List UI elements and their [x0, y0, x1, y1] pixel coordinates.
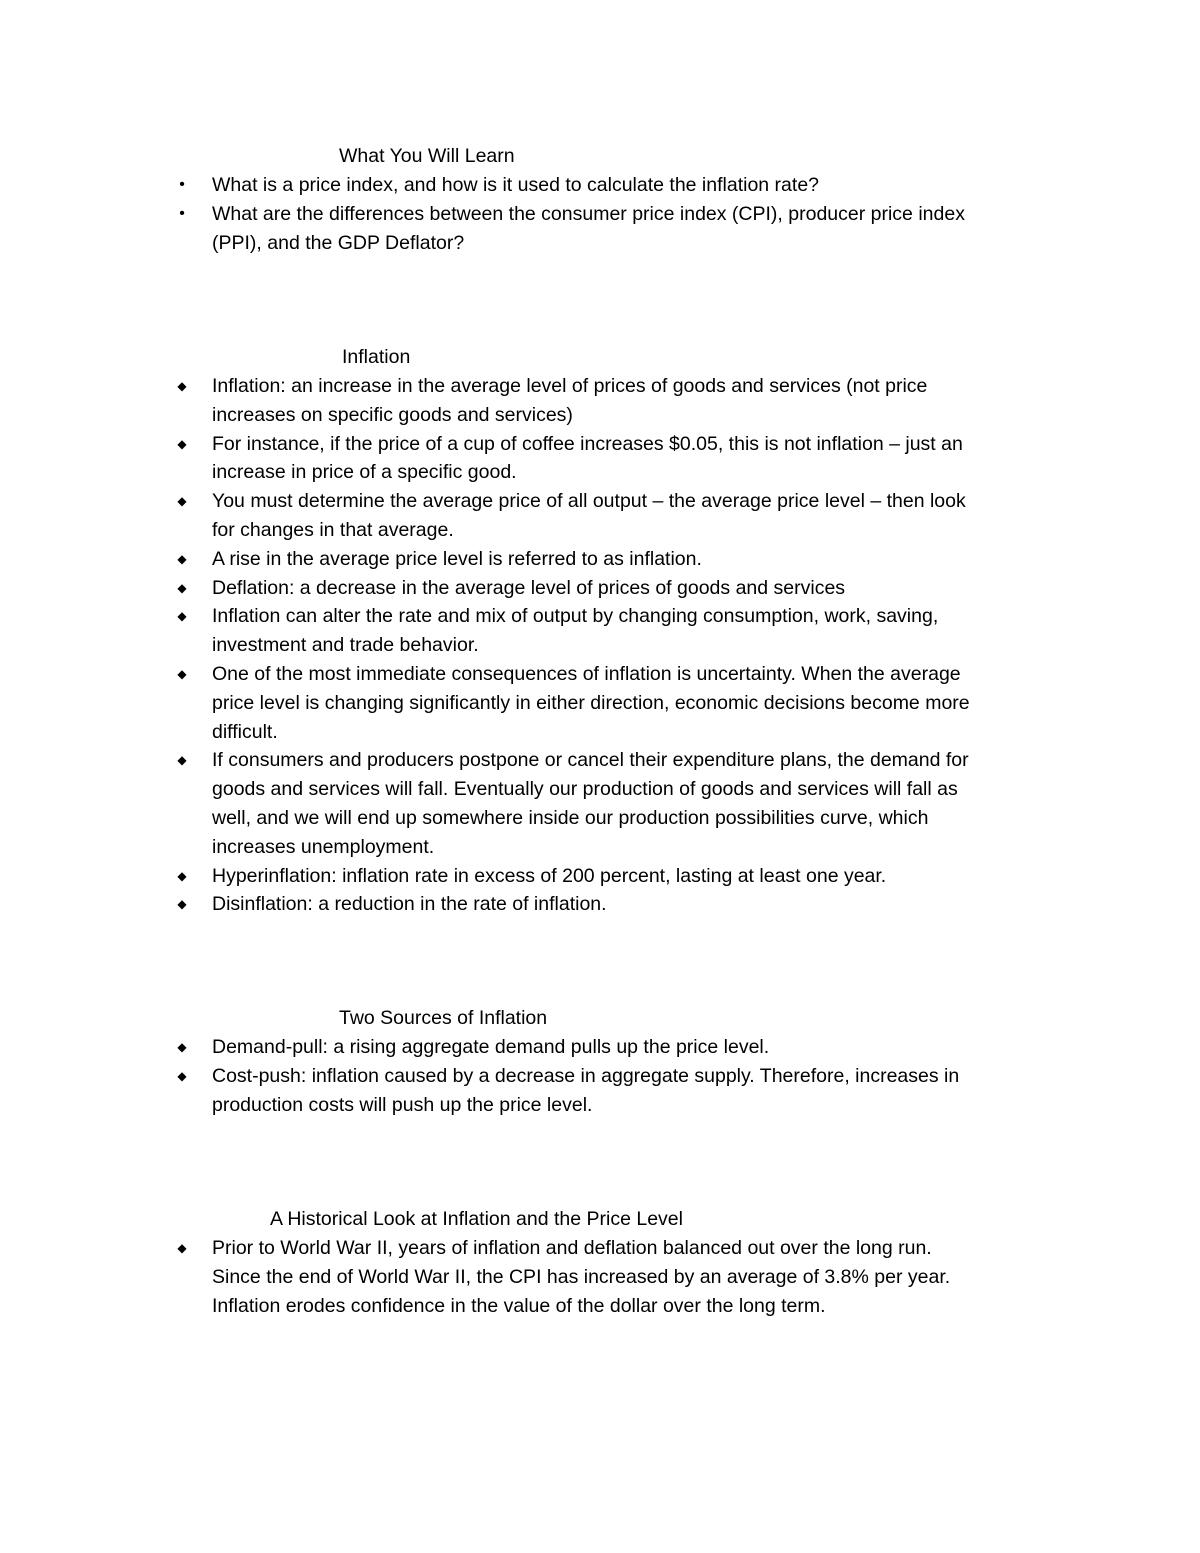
bullet-diamond-icon: ◆ — [177, 580, 187, 595]
bullet-diamond-icon: ◆ — [177, 1068, 187, 1083]
bullet-list — [0, 372, 1200, 919]
bullet-dot-icon: • — [179, 176, 185, 193]
bullet-list — [0, 1234, 1200, 1320]
section-heading: A Historical Look at Inflation and the Price Level — [270, 1208, 683, 1230]
list-item: ◆ Inflation can alter the rate and mix of output by changing consumption, work, saving, investment and trade behavior. — [0, 602, 1062, 660]
list-item: ◆ If consumers and producers postpone or cancel their expenditure plans, the demand for goods and services will fall. Eventually our production of goods and services will fall as well, and we will end up somewhere inside our production possibilities curve, which increases unemployment. — [0, 746, 1062, 861]
bullet-diamond-icon: ◆ — [177, 897, 187, 912]
section-heading: Two Sources of Inflation — [339, 1007, 548, 1029]
list-item: ◆ One of the most immediate consequences of inflation is uncertainty. When the average price level is changing significantly in either direction, economic decisions become more difficult. — [0, 660, 1062, 746]
list-item: ◆ Cost-push: inflation caused by a decrease in aggregate supply. Therefore, increases in production costs will push up the price level. — [0, 1062, 1062, 1120]
bullet-diamond-icon: ◆ — [177, 753, 187, 768]
section-heading: What You Will Learn — [339, 145, 515, 167]
list-item: ◆ A rise in the average price level is referred to as inflation. — [0, 545, 1062, 574]
list-item: ◆ Demand-pull: a rising aggregate demand pulls up the price level. — [0, 1033, 1062, 1062]
section-heading: Inflation — [342, 346, 411, 368]
list-item: ◆ For instance, if the price of a cup of coffee increases $0.05, this is not inflation – just an increase in price of a specific good. — [0, 430, 1062, 488]
bullet-diamond-icon: ◆ — [177, 868, 187, 883]
list-item: ◆ Prior to World War II, years of inflation and deflation balanced out over the long run. Since the end of World War II, the CPI has increased by an average of 3.8% per year. Inflation erodes confidence in the value of the dollar over the long term. — [0, 1234, 1062, 1320]
bullet-diamond-icon: ◆ — [177, 379, 187, 393]
list-item: ◆ Inflation: an increase in the average level of prices of goods and services (not price increases on specific goods and services) — [0, 372, 1062, 430]
list-item: ◆ Disinflation: a reduction in the rate of inflation. — [0, 890, 1062, 919]
bullet-dot-icon: • — [179, 204, 185, 222]
bullet-diamond-icon: ◆ — [177, 551, 187, 566]
bullet-diamond-icon: ◆ — [177, 1241, 187, 1255]
bullet-list — [0, 171, 1200, 257]
bullet-list — [0, 1033, 1200, 1119]
list-item: ◆ Deflation: a decrease in the average level of prices of goods and services — [0, 574, 1062, 603]
list-item: ◆ You must determine the average price of all output – the average price level – then look for changes in that average. — [0, 487, 1062, 545]
list-item: • What are the differences between the consumer price index (CPI), producer price index (PPI), and the GDP Deflator? — [0, 200, 1062, 258]
bullet-diamond-icon: ◆ — [177, 1040, 187, 1054]
bullet-diamond-icon: ◆ — [177, 436, 187, 451]
list-item: ◆ Hyperinflation: inflation rate in excess of 200 percent, lasting at least one year. — [0, 862, 1062, 891]
list-item: • What is a price index, and how is it used to calculate the inflation rate? — [0, 171, 1062, 200]
bullet-diamond-icon: ◆ — [177, 494, 187, 509]
bullet-diamond-icon: ◆ — [177, 609, 187, 624]
bullet-diamond-icon: ◆ — [177, 666, 187, 681]
